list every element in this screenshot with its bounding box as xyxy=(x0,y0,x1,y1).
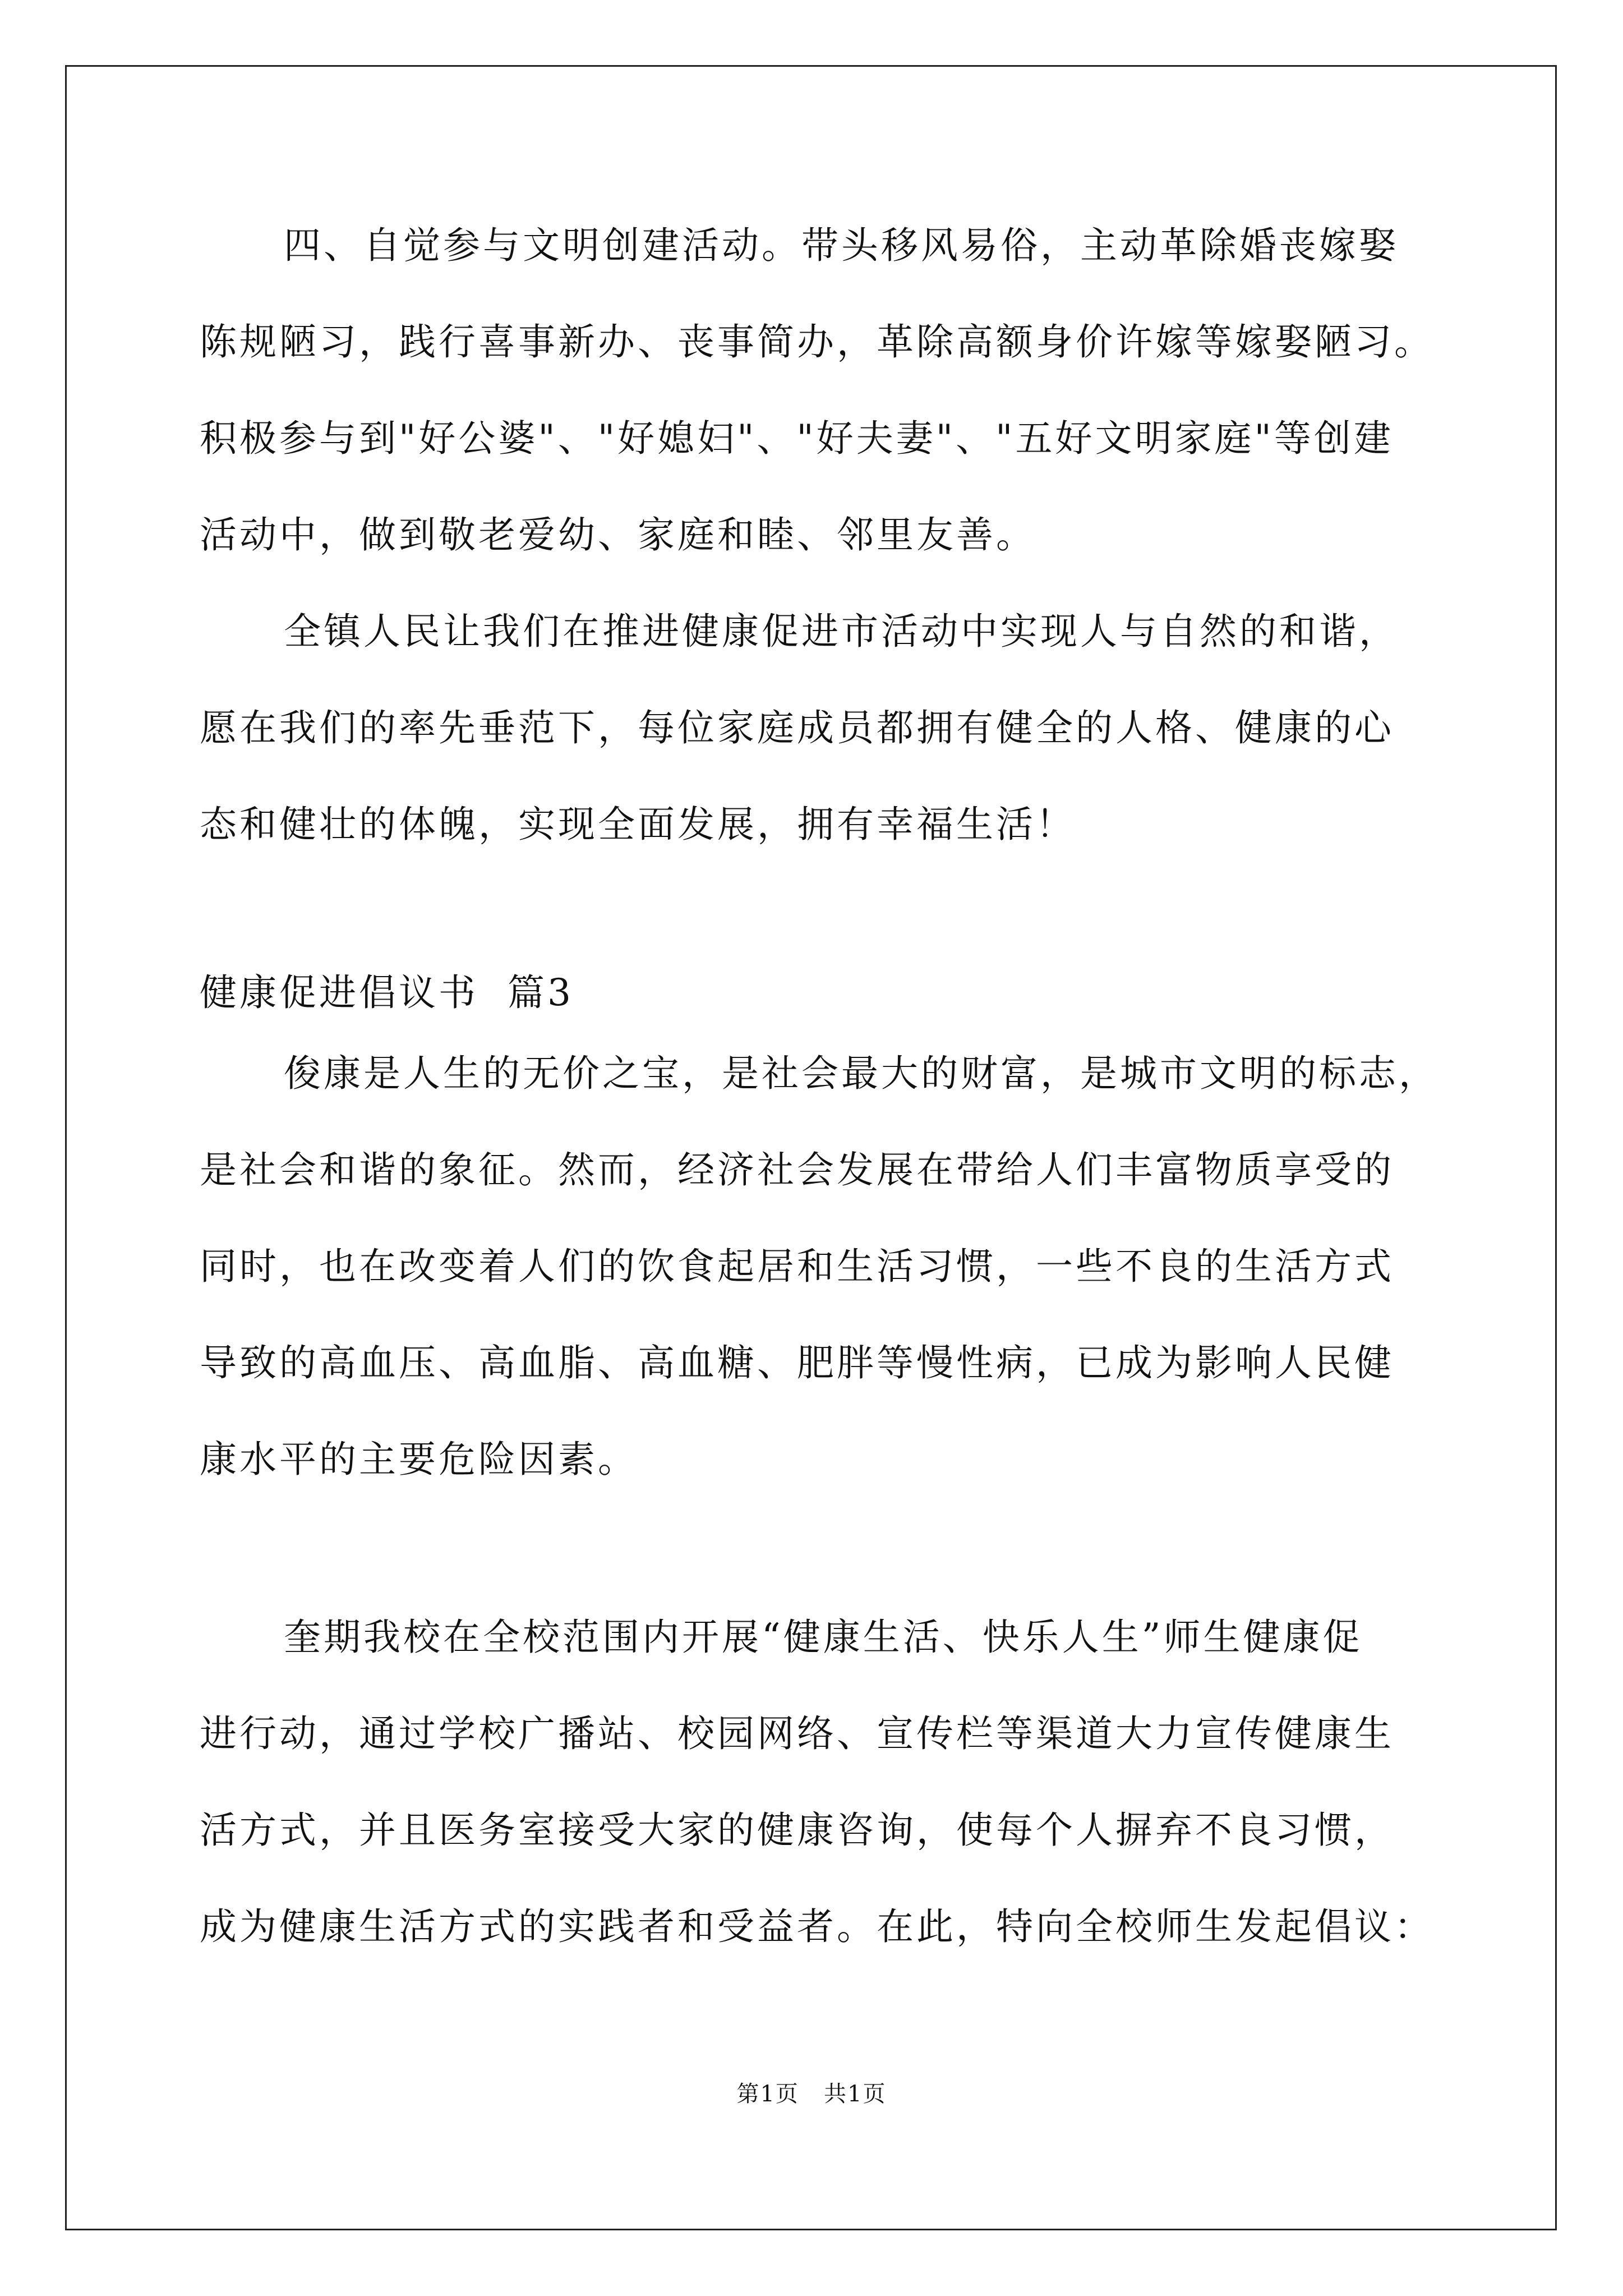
section-heading: 健康促进倡议书 篇3 xyxy=(200,971,574,1014)
paragraph-line: 态和健壮的体魄，实现全面发展，拥有幸福生活！ xyxy=(200,803,1076,846)
paragraph-line: 俊康是人生的无价之宝，是社会最大的财富，是城市文明的标志， xyxy=(284,1052,1438,1095)
paragraph-line: 进行动，通过学校广播站、校园网络、宣传栏等渠道大力宣传健康生 xyxy=(200,1712,1394,1755)
paragraph-line: 同时，也在改变着人们的饮食起居和生活习惯，一些不良的生活方式 xyxy=(200,1245,1394,1288)
paragraph-line: 成为健康生活方式的实践者和受益者。在此，特向全校师生发起倡议： xyxy=(200,1905,1434,1948)
paragraph-line: 全镇人民让我们在推进健康促进市活动中实现人与自然的和谐， xyxy=(284,610,1399,653)
paragraph-line: 活动中，做到敬老爱幼、家庭和睦、邻里友善。 xyxy=(200,513,1036,556)
paragraph-line: 四、自觉参与文明创建活动。带头移风易俗，主动革除婚丧嫁娶 xyxy=(284,224,1399,267)
paragraph-line: 陈规陋习，践行喜事新办、丧事简办，革除高额身价许嫁等嫁娶陋习。 xyxy=(200,320,1434,364)
paragraph-line: 愿在我们的率先垂范下，每位家庭成员都拥有健全的人格、健康的心 xyxy=(200,706,1394,749)
page-footer: 第1页 共1页 xyxy=(736,2081,887,2107)
paragraph-line: 导致的高血压、高血脂、高血糖、肥胖等慢性病，已成为影响人民健 xyxy=(200,1341,1394,1384)
paragraph-line: 积极参与到"好公婆"、"好媳妇"、"好夫妻"、"五好文明家庭"等创建 xyxy=(200,417,1394,460)
paragraph-line: 康水平的主要危险因素。 xyxy=(200,1438,638,1481)
paragraph-line: 活方式，并且医务室接受大家的健康咨询，使每个人摒弃不良习惯， xyxy=(200,1809,1394,1852)
paragraph-line: 奎期我校在全校范围内开展“健康生活、快乐人生”师生健康促 xyxy=(284,1616,1363,1659)
paragraph-line: 是社会和谐的象征。然而，经济社会发展在带给人们丰富物质享受的 xyxy=(200,1148,1394,1191)
